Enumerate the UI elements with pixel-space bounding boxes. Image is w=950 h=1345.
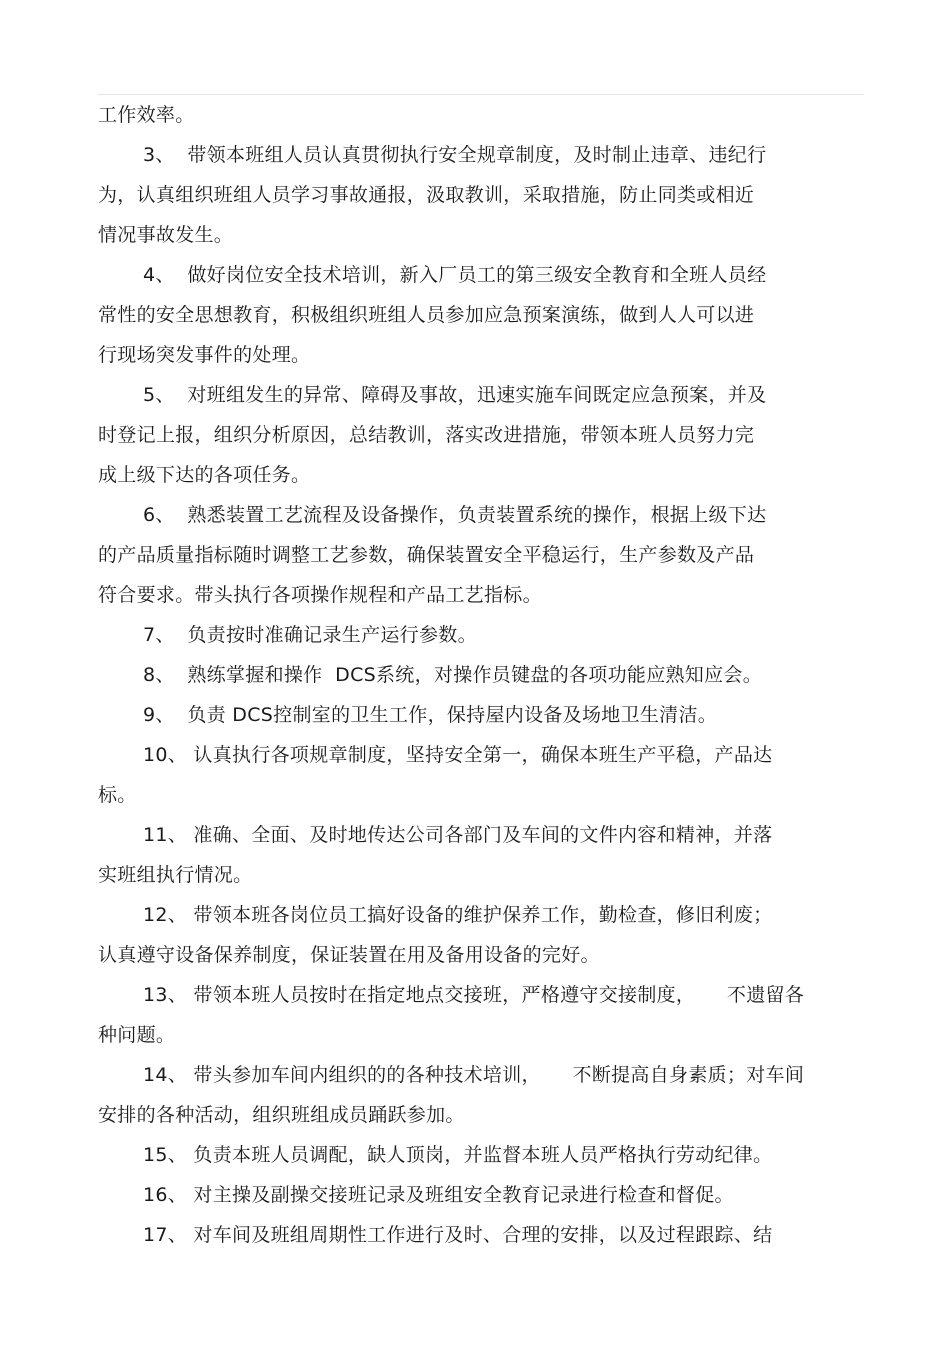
text-line: 实班组执行情况。 (98, 864, 253, 886)
text-line: 常性的安全思想教育，积极组织班组人员参加应急预案演练，做到人人可以进 (98, 304, 755, 326)
text-line: 10、 认真执行各项规章制度，坚持安全第一，确保本班生产平稳，产品达 (143, 744, 773, 766)
text-line: 5、 对班组发生的异常、障碍及事故，迅速实施车间既定应急预案，并及 (143, 384, 767, 406)
text-line: 行现场突发事件的处理。 (98, 344, 311, 366)
text-line: 7、 负责按时准确记录生产运行参数。 (143, 624, 477, 646)
text-line: 成上级下达的各项任务。 (98, 464, 311, 486)
text-line: 时登记上报，组织分析原因，总结教训，落实改进措施，带领本班人员努力完 (98, 424, 755, 446)
text-line: 9、 负责 DCS控制室的卫生工作，保持屋内设备及场地卫生清洁。 (143, 704, 718, 726)
text-line: 14、 带头参加车间内组织的的各种技术培训， 不断提高自身素质；对车间 (143, 1064, 805, 1086)
text-line: 4、 做好岗位安全技术培训，新入厂员工的第三级安全教育和全班人员经 (143, 264, 767, 286)
text-line: 13、 带领本班人员按时在指定地点交接班，严格遵守交接制度， 不遗留各 (143, 984, 805, 1006)
text-line: 为，认真组织班组人员学习事故通报，汲取教训，采取措施，防止同类或相近 (98, 184, 755, 206)
text-line: 安排的各种活动，组织班组成员踊跃参加。 (98, 1104, 465, 1126)
text-line: 标。 (98, 784, 137, 806)
text-line: 12、 带领本班各岗位员工搞好设备的维护保养工作，勤检查，修旧利废； (143, 904, 773, 926)
header-rule (98, 94, 864, 95)
text-line: 种问题。 (98, 1024, 176, 1046)
text-line: 17、 对车间及班组周期性工作进行及时、合理的安排，以及过程跟踪、结 (143, 1224, 773, 1246)
text-line: 认真遵守设备保养制度，保证装置在用及备用设备的完好。 (98, 944, 600, 966)
text-line: 的产品质量指标随时调整工艺参数，确保装置安全平稳运行，生产参数及产品 (98, 544, 755, 566)
text-line: 符合要求。带头执行各项操作规程和产品工艺指标。 (98, 584, 542, 606)
text-line: 11、 准确、全面、及时地传达公司各部门及车间的文件内容和精神，并落 (143, 824, 773, 846)
text-line: 6、 熟悉装置工艺流程及设备操作，负责装置系统的操作，根据上级下达 (143, 504, 767, 526)
text-line: 16、 对主操及副操交接班记录及班组安全教育记录进行检查和督促。 (143, 1184, 734, 1206)
text-line: 8、 熟练掌握和操作 DCS系统，对操作员键盘的各项功能应熟知应会。 (143, 664, 763, 686)
text-line: 情况事故发生。 (98, 224, 234, 246)
text-line: 工作效率。 (98, 104, 195, 126)
text-line: 15、 负责本班人员调配，缺人顶岗，并监督本班人员严格执行劳动纪律。 (143, 1144, 773, 1166)
text-line: 3、 带领本班组人员认真贯彻执行安全规章制度，及时制止违章、违纪行 (143, 144, 767, 166)
